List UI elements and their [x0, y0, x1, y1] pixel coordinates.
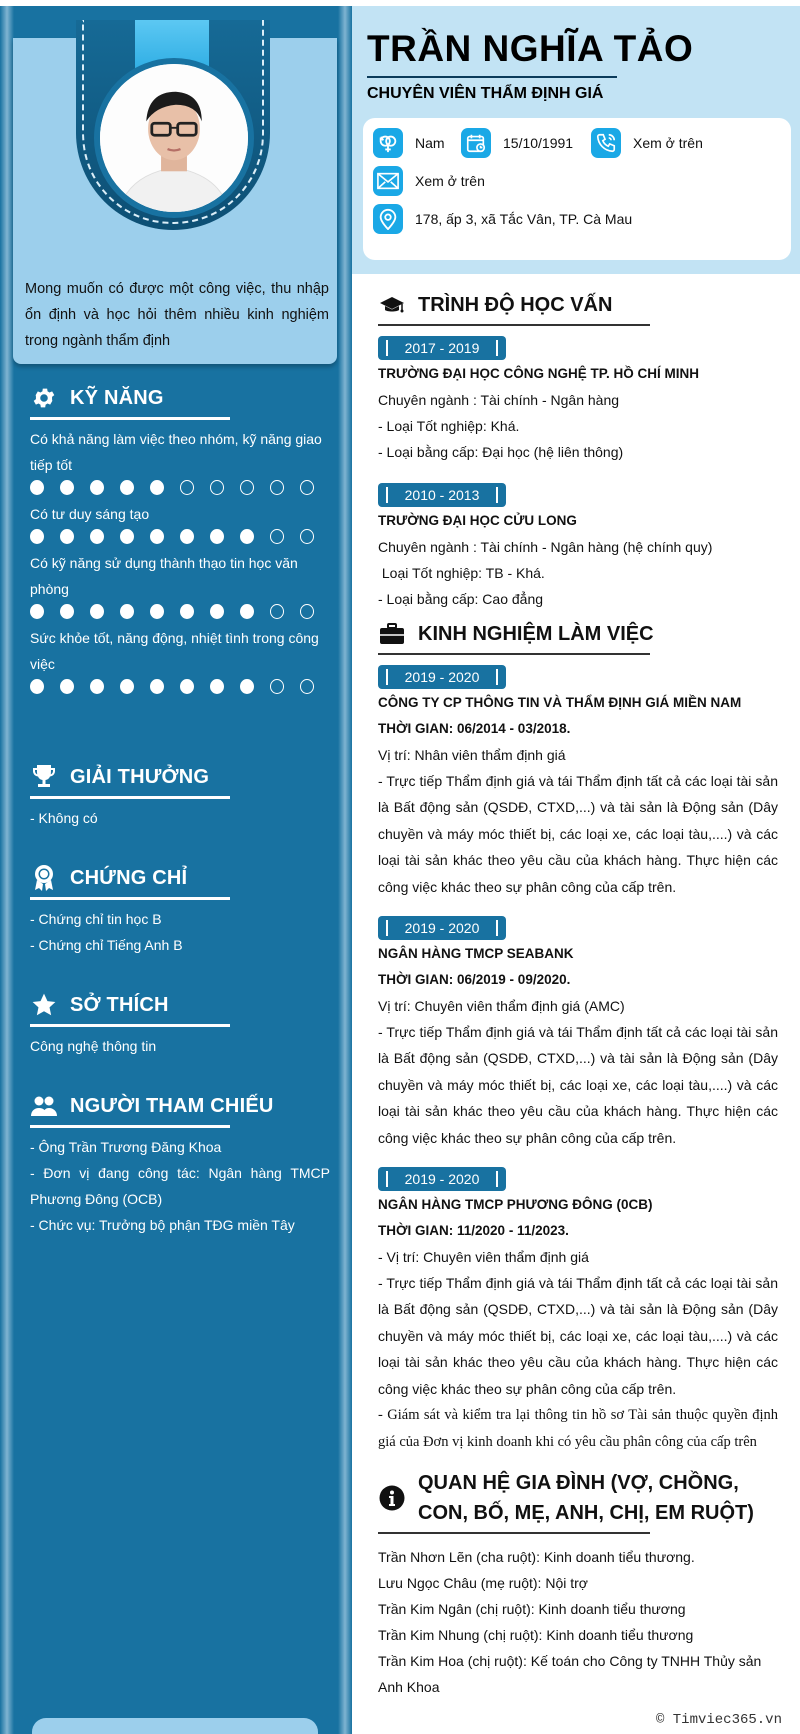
- period-text: 2017 - 2019: [404, 340, 480, 356]
- rating-dot-empty: [180, 480, 194, 495]
- education-detail: - Loại bằng cấp: Cao đẳng: [378, 591, 544, 607]
- company-name: NGÂN HÀNG TMCP PHƯƠNG ĐÔNG (0CB): [378, 1197, 653, 1213]
- reference-item: - Chức vụ: Trưởng bộ phận TĐG miền Tây: [30, 1217, 295, 1233]
- divider: [30, 1125, 230, 1128]
- rating-dot-empty: [300, 529, 314, 544]
- education-detail: - Loại Tốt nghiệp: Khá.: [378, 418, 520, 434]
- rating-dot-filled: [60, 480, 74, 495]
- awards-section: [30, 760, 330, 831]
- rating-dot-filled: [210, 604, 224, 619]
- rating-dot-filled: [150, 480, 164, 495]
- period-badge: [378, 1167, 506, 1191]
- family-member: Trần Kim Ngân (chị ruột): Kinh doanh tiểu thương: [378, 1601, 686, 1617]
- education-detail: - Loại bằng cấp: Đại học (hệ liên thông): [378, 444, 624, 460]
- users-icon: [30, 1092, 58, 1120]
- graduation-cap-icon: [378, 296, 406, 314]
- star-icon: [30, 991, 58, 1019]
- address-value: 178, ấp 3, xã Tắc Vân, TP. Cà Mau: [415, 211, 633, 227]
- rating-dot-filled: [180, 529, 194, 544]
- avatar-photo-icon: [100, 64, 248, 212]
- skill-label: Có khả năng làm việc theo nhóm, kỹ năng giao tiếp tốt: [30, 431, 322, 473]
- gender-value: Nam: [415, 135, 445, 151]
- job-title: CHUYÊN VIÊN THẨM ĐỊNH GIÁ: [367, 85, 604, 102]
- candidate-name: TRẦN NGHĨA TẢO: [367, 28, 694, 69]
- badge-bar: [496, 1171, 498, 1187]
- rating-dot-filled: [150, 529, 164, 544]
- contact-address: [373, 204, 632, 234]
- sidebar: [0, 0, 352, 1734]
- job-description-extra: - Giám sát và kiểm tra lại thông tin hồ sơ Tài sản thuộc quyền định giá của Đơn vị kinh doanh khi có yêu cầu phân công của cấp trên: [378, 1407, 778, 1450]
- skill-rating: [30, 480, 330, 495]
- award-ribbon-icon: [30, 864, 58, 892]
- certificates-section: [30, 861, 330, 958]
- experience-item: [378, 655, 778, 900]
- divider: [30, 1024, 230, 1027]
- education-section: [378, 290, 778, 612]
- rating-dot-filled: [90, 679, 104, 694]
- education-item: [378, 473, 778, 612]
- sidebar-edge-left: [0, 0, 14, 1734]
- skills-list: [30, 426, 330, 694]
- info-icon: [378, 1485, 406, 1511]
- top-strip: [0, 0, 352, 6]
- position: Vị trí: Nhân viên thẩm định giá: [378, 747, 566, 763]
- divider: [30, 796, 230, 799]
- contact-gender: [373, 128, 445, 158]
- envelope-icon: [373, 166, 403, 196]
- job-description: - Trực tiếp Thẩm định giá và tái Thẩm định tất cả các loại tài sản là Bất động sản (QSDĐ, CTXD,...) và tài sản là Động sản (Dây chuyền và máy móc thiết bị, các loại xe, các loại tàu,....) và các loại tài sản khác theo yêu cầu của khách hàng. Thực hiện các công việc khác theo sự phân công của cấp trên.: [378, 773, 778, 895]
- experience-title: KINH NGHIỆM LÀM VIỆC: [418, 623, 654, 645]
- rating-dot-filled: [90, 604, 104, 619]
- skill-label: Sức khỏe tốt, năng động, nhiệt tình trong công việc: [30, 630, 319, 672]
- email-value: Xem ở trên: [415, 173, 485, 189]
- rating-dot-empty: [270, 529, 284, 544]
- divider: [367, 76, 617, 78]
- rating-dot-filled: [90, 529, 104, 544]
- references-section: [30, 1089, 330, 1238]
- contact-birthday: [461, 128, 573, 158]
- skill-label: Có tư duy sáng tạo: [30, 506, 150, 522]
- period-text: 2019 - 2020: [404, 1171, 480, 1188]
- education-title: TRÌNH ĐỘ HỌC VẤN: [418, 294, 613, 316]
- references-title: NGƯỜI THAM CHIẾU: [70, 1094, 274, 1117]
- rating-dot-empty: [300, 480, 314, 495]
- rating-dot-filled: [120, 480, 134, 495]
- skills-title: KỸ NĂNG: [70, 386, 164, 409]
- rating-dot-empty: [240, 480, 254, 495]
- badge-bar: [386, 487, 388, 503]
- badge-bar: [496, 340, 498, 356]
- employment-period: THỜI GIAN: 11/2020 - 11/2023.: [378, 1223, 569, 1239]
- rating-dot-filled: [30, 480, 44, 495]
- hobbies-section: [30, 988, 330, 1059]
- calendar-icon: [461, 128, 491, 158]
- briefcase-icon: [378, 623, 406, 645]
- experience-item: [378, 906, 778, 1151]
- career-objective: Mong muốn có được một công việc, thu nhập ổn định và học hỏi thêm nhiều kinh nghiệm trong ngành thẩm định: [25, 281, 329, 349]
- skills-section: [30, 381, 330, 700]
- certificates-title: CHỨNG CHỈ: [70, 866, 188, 889]
- avatar: [94, 58, 254, 218]
- education-list: [378, 326, 778, 612]
- period-text: 2019 - 2020: [404, 669, 480, 685]
- contact-email: [373, 166, 485, 196]
- skill-rating: [30, 679, 330, 694]
- gear-icon: [30, 384, 58, 412]
- employment-period: THỜI GIAN: 06/2014 - 03/2018.: [378, 721, 571, 736]
- reference-item: - Ông Trần Trương Đăng Khoa: [30, 1139, 222, 1155]
- rating-dot-filled: [90, 480, 104, 495]
- position: - Vị trí: Chuyên viên thẩm định giá: [378, 1249, 589, 1266]
- school-name: TRƯỜNG ĐẠI HỌC CÔNG NGHỆ TP. HỒ CHÍ MINH: [378, 366, 699, 381]
- company-name: NGÂN HÀNG TMCP SEABANK: [378, 946, 574, 962]
- rating-dot-empty: [270, 679, 284, 694]
- phone-icon: [591, 128, 621, 158]
- location-pin-icon: [373, 204, 403, 234]
- position: Vị trí: Chuyên viên thẩm định giá (AMC): [378, 998, 625, 1015]
- certificate-item: - Chứng chỉ tin học B: [30, 911, 162, 927]
- employment-period: THỜI GIAN: 06/2019 - 09/2020.: [378, 972, 571, 988]
- family-title: QUAN HỆ GIA ĐÌNH (VỢ, CHỒNG, CON, BỐ, MẸ, ANH, CHỊ, EM RUỘT): [418, 1472, 754, 1524]
- company-name: CÔNG TY CP THÔNG TIN VÀ THẨM ĐỊNH GIÁ MIỀN NAM: [378, 695, 742, 710]
- rating-dot-filled: [150, 604, 164, 619]
- rating-dot-filled: [30, 604, 44, 619]
- rating-dot-filled: [150, 679, 164, 694]
- contact-card: [363, 118, 791, 260]
- award-item: - Không có: [30, 810, 98, 826]
- family-member: Trần Kim Nhung (chị ruột): Kinh doanh tiểu thương: [378, 1627, 694, 1643]
- certificate-item: - Chứng chỉ Tiếng Anh B: [30, 937, 183, 953]
- main-content: [352, 0, 800, 1734]
- family-list: [378, 1544, 778, 1700]
- skill-label: Có kỹ năng sử dụng thành thạo tin học văn phòng: [30, 555, 298, 597]
- rating-dot-filled: [210, 679, 224, 694]
- education-item: [378, 326, 778, 465]
- rating-dot-filled: [30, 529, 44, 544]
- job-description: - Trực tiếp Thẩm định giá và tái Thẩm định tất cả các loại tài sản là Bất động sản (QSDĐ, CTXD,...) và tài sản là Động sản (Dây chuyền và máy móc thiết bị, các loại xe, các loại tàu,....) và các loại tài sản khác theo yêu cầu của khách hàng. Thực hiện các công việc khác theo sự phân công của cấp trên.: [378, 1024, 778, 1146]
- period-badge: [378, 336, 506, 360]
- rating-dot-filled: [30, 679, 44, 694]
- hobbies-title: SỞ THÍCH: [70, 993, 169, 1016]
- divider: [30, 417, 230, 420]
- rating-dot-filled: [60, 604, 74, 619]
- experience-item: [378, 1157, 778, 1455]
- hobby-item: Công nghệ thông tin: [30, 1038, 157, 1054]
- phone-value: Xem ở trên: [633, 135, 703, 151]
- skill-rating: [30, 529, 330, 544]
- rating-dot-empty: [270, 480, 284, 495]
- badge-bar: [496, 669, 498, 685]
- divider: [30, 897, 230, 900]
- period-badge: [378, 665, 506, 689]
- trophy-icon: [30, 763, 58, 791]
- family-member: Lưu Ngọc Châu (mẹ ruột): Nội trợ: [378, 1575, 588, 1591]
- period-badge: [378, 483, 506, 507]
- rating-dot-filled: [180, 679, 194, 694]
- birthday-value: 15/10/1991: [503, 135, 574, 151]
- experience-list: [378, 655, 778, 1455]
- rating-dot-filled: [120, 529, 134, 544]
- badge-bar: [386, 669, 388, 685]
- badge-bar: [386, 340, 388, 356]
- contact-phone: [591, 128, 703, 158]
- rating-dot-empty: [210, 480, 224, 495]
- rating-dot-empty: [300, 604, 314, 619]
- school-name: TRƯỜNG ĐẠI HỌC CỬU LONG: [378, 513, 577, 528]
- rating-dot-filled: [240, 679, 254, 694]
- skill-rating: [30, 604, 330, 619]
- gender-icon: [373, 128, 403, 158]
- education-detail: Chuyên ngành : Tài chính - Ngân hàng (hệ chính quy): [378, 539, 713, 555]
- watermark: © Timviec365.vn: [655, 1712, 782, 1728]
- period-text: 2019 - 2020: [404, 920, 480, 937]
- divider: [378, 1532, 650, 1534]
- job-description: - Trực tiếp Thẩm định giá và tái Thẩm định tất cả các loại tài sản là Bất động sản (QSDĐ, CTXD,...) và tài sản là Động sản (Dây chuyền và máy móc thiết bị, các loại xe, các loại tàu,....) và các loại tài sản khác theo yêu cầu của khách hàng. Thực hiện các công việc khác theo sự phân công của cấp trên.: [378, 1275, 778, 1397]
- rating-dot-filled: [60, 529, 74, 544]
- header: [352, 6, 800, 274]
- family-member: Trần Nhơn Lẽn (cha ruột): Kinh doanh tiểu thương.: [378, 1549, 695, 1565]
- rating-dot-empty: [300, 679, 314, 694]
- period-badge: [378, 916, 506, 940]
- rating-dot-filled: [60, 679, 74, 694]
- rating-dot-filled: [240, 604, 254, 619]
- badge-bar: [386, 920, 388, 936]
- family-section: [378, 1468, 778, 1700]
- badge-bar: [496, 487, 498, 503]
- experience-section: [378, 619, 778, 1455]
- rating-dot-filled: [240, 529, 254, 544]
- rating-dot-empty: [270, 604, 284, 619]
- awards-title: GIẢI THƯỞNG: [70, 765, 210, 788]
- education-detail: Chuyên ngành : Tài chính - Ngân hàng: [378, 392, 620, 408]
- rating-dot-filled: [210, 529, 224, 544]
- badge-bar: [386, 1171, 388, 1187]
- education-detail: Loại Tốt nghiệp: TB - Khá.: [378, 565, 545, 581]
- sidebar-bottom-tab: [32, 1718, 318, 1734]
- rating-dot-filled: [180, 604, 194, 619]
- rating-dot-filled: [120, 604, 134, 619]
- rating-dot-filled: [120, 679, 134, 694]
- period-text: 2010 - 2013: [404, 487, 480, 503]
- family-member: Trần Kim Hoa (chị ruột): Kế toán cho Công ty TNHH Thủy sản Anh Khoa: [378, 1653, 762, 1695]
- reference-item: - Đơn vị đang công tác: Ngân hàng TMCP Phương Đông (OCB): [30, 1165, 330, 1207]
- badge-bar: [496, 920, 498, 936]
- sidebar-edge-right: [338, 0, 352, 1734]
